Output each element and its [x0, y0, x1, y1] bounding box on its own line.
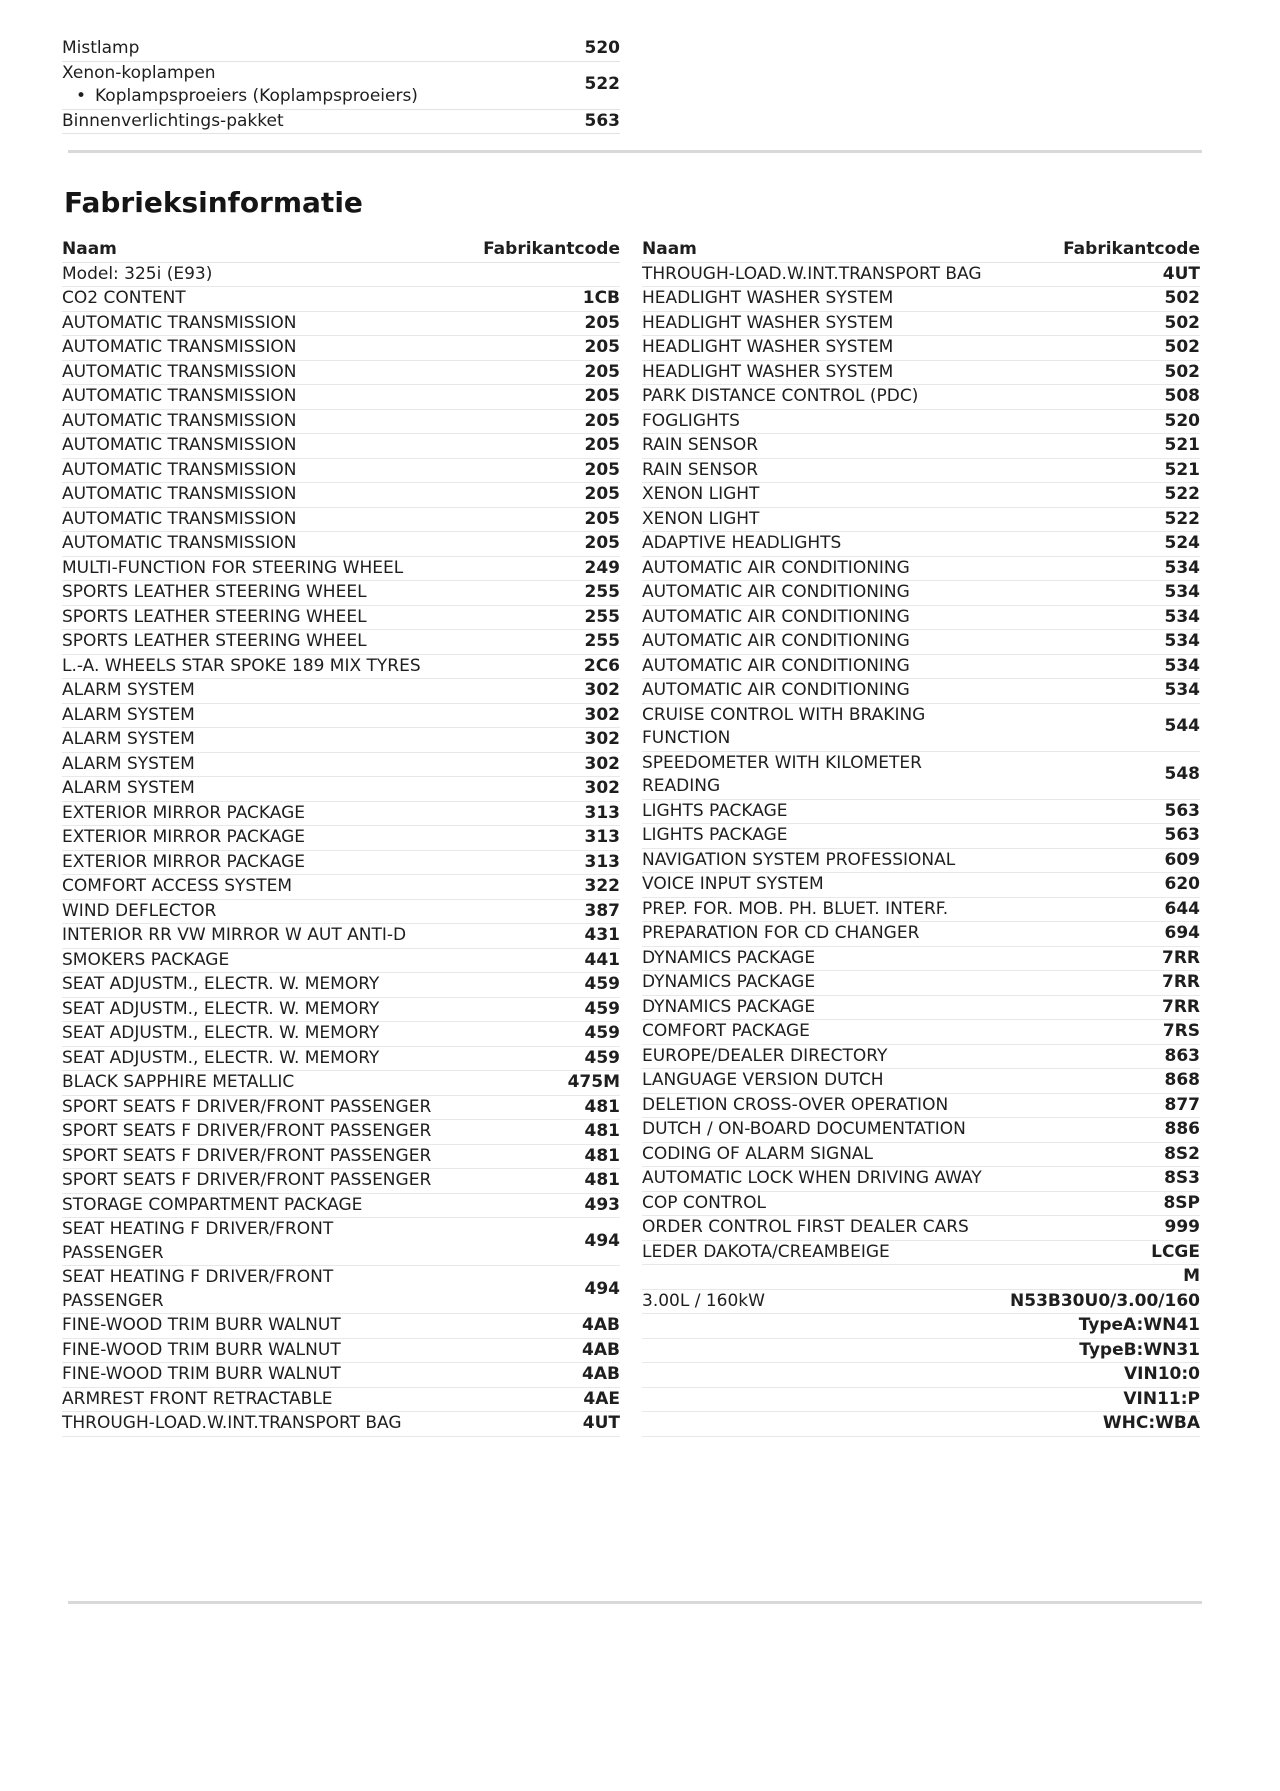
table-row — [62, 1363, 620, 1388]
option-row — [62, 37, 620, 62]
table-row — [642, 1118, 1200, 1143]
row-code: 563 — [1164, 825, 1200, 845]
row-code: M — [1183, 1266, 1200, 1286]
row-code: 520 — [1164, 410, 1200, 431]
row-name: SEAT HEATING F DRIVER/FRONT PASSENGER — [62, 1267, 334, 1311]
option-name: Mistlamp — [62, 38, 140, 58]
option-name: Xenon-koplampen — [62, 62, 216, 83]
table-row — [642, 704, 1200, 752]
row-code: 502 — [1164, 361, 1200, 382]
row-name: AUTOMATIC TRANSMISSION — [62, 435, 297, 455]
divider — [68, 1601, 1202, 1604]
table-row — [642, 312, 1200, 337]
row-code: LCGE — [1151, 1241, 1200, 1262]
row-code: 205 — [584, 312, 620, 333]
table-row — [62, 728, 620, 753]
row-name: CO2 CONTENT — [62, 288, 186, 308]
row-code: 4AB — [582, 1339, 620, 1360]
table-row — [642, 1241, 1200, 1266]
row-name: THROUGH-LOAD.W.INT.TRANSPORT BAG — [62, 1413, 402, 1433]
table-row — [642, 1412, 1200, 1437]
table-row — [62, 704, 620, 729]
row-name: AUTOMATIC TRANSMISSION — [62, 410, 297, 431]
row-code: 521 — [1164, 459, 1200, 480]
row-code: 502 — [1164, 312, 1200, 333]
factory-table-left — [62, 238, 620, 1437]
row-code: 205 — [584, 435, 620, 455]
row-name: SPORTS LEATHER STEERING WHEEL — [62, 631, 367, 651]
row-code: VIN10:0 — [1124, 1364, 1200, 1384]
row-name: EXTERIOR MIRROR PACKAGE — [62, 851, 305, 872]
table-row — [62, 1412, 620, 1437]
row-code: 475M — [567, 1072, 620, 1092]
table-row — [62, 410, 620, 435]
row-name: FOGLIGHTS — [642, 410, 740, 431]
row-name: L.-A. WHEELS STAR SPOKE 189 MIX TYRES — [62, 655, 421, 676]
row-code: 534 — [1164, 606, 1200, 627]
row-code: 544 — [1164, 716, 1200, 737]
table-row — [62, 973, 620, 998]
row-name: SPORT SEATS F DRIVER/FRONT PASSENGER — [62, 1096, 432, 1117]
row-name: STORAGE COMPARTMENT PACKAGE — [62, 1194, 363, 1215]
option-code: 563 — [584, 110, 620, 131]
header-code: Fabrikantcode — [483, 239, 620, 259]
row-name: FINE-WOOD TRIM BURR WALNUT — [62, 1339, 341, 1360]
header-name: Naam — [642, 239, 697, 259]
row-code: VIN11:P — [1123, 1388, 1200, 1409]
row-code: 8S2 — [1164, 1143, 1200, 1164]
row-name: SEAT ADJUSTM., ELECTR. W. MEMORY — [62, 998, 380, 1019]
table-row — [642, 483, 1200, 508]
row-code: 868 — [1164, 1070, 1200, 1090]
row-code: WHC:WBA — [1102, 1413, 1200, 1433]
row-code: 1CB — [582, 288, 620, 308]
table-row — [62, 1169, 620, 1194]
row-code: 877 — [1164, 1094, 1200, 1115]
row-name: ALARM SYSTEM — [62, 704, 195, 725]
table-row — [642, 947, 1200, 972]
row-name: SMOKERS PACKAGE — [62, 949, 230, 970]
row-name: AUTOMATIC TRANSMISSION — [62, 312, 297, 333]
row-name: COMFORT ACCESS SYSTEM — [62, 876, 292, 896]
row-code: 255 — [584, 606, 620, 627]
row-code: 534 — [1164, 680, 1200, 700]
row-name: AUTOMATIC LOCK WHEN DRIVING AWAY — [642, 1168, 982, 1188]
row-code: 302 — [584, 680, 620, 700]
table-row — [62, 1266, 620, 1314]
table-row — [62, 1314, 620, 1339]
row-name: EXTERIOR MIRROR PACKAGE — [62, 802, 305, 823]
row-code: 481 — [584, 1145, 620, 1166]
options-list — [62, 37, 620, 134]
row-name: AUTOMATIC TRANSMISSION — [62, 484, 297, 504]
table-row — [642, 898, 1200, 923]
row-name: AUTOMATIC AIR CONDITIONING — [642, 606, 910, 627]
table-row — [642, 287, 1200, 312]
row-code: 7RR — [1161, 972, 1200, 992]
table-row — [62, 1120, 620, 1145]
row-code: 4AB — [582, 1315, 620, 1335]
row-code: 481 — [584, 1121, 620, 1141]
table-row — [62, 630, 620, 655]
table-row — [642, 1167, 1200, 1192]
row-name: INTERIOR RR VW MIRROR W AUT ANTI-D — [62, 925, 407, 945]
row-code: 609 — [1164, 849, 1200, 870]
table-row — [62, 1388, 620, 1413]
table-row — [642, 459, 1200, 484]
table-row — [62, 606, 620, 631]
row-code: 205 — [584, 410, 620, 431]
table-row — [642, 996, 1200, 1021]
table-row — [62, 1047, 620, 1072]
table-row — [642, 336, 1200, 361]
row-name: HEADLIGHT WASHER SYSTEM — [642, 337, 894, 357]
table-row — [642, 532, 1200, 557]
header-code: Fabrikantcode — [1063, 239, 1200, 259]
row-name: AUTOMATIC TRANSMISSION — [62, 508, 297, 529]
row-name: DYNAMICS PACKAGE — [642, 972, 816, 992]
table-row — [62, 900, 620, 925]
row-name: CRUISE CONTROL WITH BRAKING FUNCTION — [642, 704, 926, 748]
row-code: TypeA:WN41 — [1078, 1315, 1200, 1335]
row-code: 205 — [584, 337, 620, 357]
table-row — [62, 1194, 620, 1219]
row-code: 205 — [584, 484, 620, 504]
row-name: COP CONTROL — [642, 1192, 766, 1213]
row-code: 644 — [1164, 898, 1200, 919]
row-name: PREP. FOR. MOB. PH. BLUET. INTERF. — [642, 898, 949, 919]
table-row — [642, 385, 1200, 410]
table-row — [62, 508, 620, 533]
option-code: 520 — [584, 38, 620, 58]
row-code: 481 — [584, 1170, 620, 1190]
table-row — [642, 581, 1200, 606]
row-name: ADAPTIVE HEADLIGHTS — [642, 533, 842, 553]
row-name: CODING OF ALARM SIGNAL — [642, 1143, 874, 1164]
table-body-left — [62, 263, 620, 1437]
row-code: 459 — [584, 1047, 620, 1068]
row-code: 521 — [1164, 435, 1200, 455]
row-code: 205 — [584, 508, 620, 529]
row-code: 7RR — [1161, 996, 1200, 1017]
table-row — [62, 581, 620, 606]
table-row — [642, 1020, 1200, 1045]
row-name: SPORTS LEATHER STEERING WHEEL — [62, 606, 367, 627]
row-code: 502 — [1164, 337, 1200, 357]
row-name: MULTI-FUNCTION FOR STEERING WHEEL — [62, 557, 404, 578]
table-row — [642, 1045, 1200, 1070]
row-code: 205 — [584, 533, 620, 553]
row-name: DYNAMICS PACKAGE — [642, 947, 816, 968]
section-title: Fabrieksinformatie — [64, 186, 363, 219]
row-name: SPORTS LEATHER STEERING WHEEL — [62, 582, 367, 602]
table-row — [62, 385, 620, 410]
table-row — [62, 532, 620, 557]
row-name: HEADLIGHT WASHER SYSTEM — [642, 288, 894, 308]
row-code: 508 — [1164, 386, 1200, 406]
row-name: AUTOMATIC TRANSMISSION — [62, 361, 297, 382]
row-code: 255 — [584, 631, 620, 651]
row-name: AUTOMATIC TRANSMISSION — [62, 337, 297, 357]
row-code: 302 — [584, 729, 620, 749]
row-name: AUTOMATIC AIR CONDITIONING — [642, 582, 910, 602]
row-code: 302 — [584, 704, 620, 725]
row-name: AUTOMATIC AIR CONDITIONING — [642, 631, 910, 651]
table-row — [62, 459, 620, 484]
row-name: ALARM SYSTEM — [62, 753, 195, 774]
row-name: SEAT ADJUSTM., ELECTR. W. MEMORY — [62, 1047, 380, 1068]
table-row — [62, 949, 620, 974]
row-code: 8S3 — [1164, 1168, 1200, 1188]
row-name: Model: 325i (E93) — [62, 263, 213, 284]
row-code: 313 — [584, 802, 620, 823]
row-name: ORDER CONTROL FIRST DEALER CARS — [642, 1217, 969, 1237]
row-name: FINE-WOOD TRIM BURR WALNUT — [62, 1364, 341, 1384]
header-name: Naam — [62, 239, 117, 259]
row-code: 534 — [1164, 557, 1200, 578]
table-row — [642, 1094, 1200, 1119]
row-name: THROUGH-LOAD.W.INT.TRANSPORT BAG — [642, 263, 982, 284]
row-code: 563 — [1164, 800, 1200, 821]
option-code: 522 — [584, 74, 620, 95]
table-row — [62, 1145, 620, 1170]
table-row — [62, 802, 620, 827]
row-name: SEAT ADJUSTM., ELECTR. W. MEMORY — [62, 1023, 380, 1043]
option-sub-name: Koplampsproeiers (Koplampsproeiers) — [95, 86, 418, 106]
row-name: FINE-WOOD TRIM BURR WALNUT — [62, 1315, 341, 1335]
row-name: DELETION CROSS-OVER OPERATION — [642, 1094, 949, 1115]
row-code: 8SP — [1163, 1192, 1200, 1213]
table-row — [642, 1192, 1200, 1217]
row-code: 387 — [584, 900, 620, 921]
row-code: 205 — [584, 459, 620, 480]
row-name: AUTOMATIC TRANSMISSION — [62, 459, 297, 480]
row-code: 205 — [584, 361, 620, 382]
factory-table-right — [642, 238, 1200, 1437]
table-row — [62, 875, 620, 900]
row-code: 502 — [1164, 288, 1200, 308]
table-row — [642, 800, 1200, 825]
row-code: 534 — [1164, 631, 1200, 651]
row-name: AUTOMATIC AIR CONDITIONING — [642, 557, 910, 578]
row-name: SPORT SEATS F DRIVER/FRONT PASSENGER — [62, 1121, 432, 1141]
row-code: 522 — [1164, 508, 1200, 529]
row-code: 322 — [584, 876, 620, 896]
row-name: SEAT HEATING F DRIVER/FRONT PASSENGER — [62, 1219, 334, 1263]
table-row — [62, 826, 620, 851]
row-code: 494 — [584, 1230, 620, 1251]
row-code: 431 — [584, 925, 620, 945]
table-row — [62, 1071, 620, 1096]
row-code: 459 — [584, 1023, 620, 1043]
row-code: 493 — [584, 1194, 620, 1215]
row-name: COMFORT PACKAGE — [642, 1021, 810, 1041]
table-row — [62, 1096, 620, 1121]
table-row — [62, 1339, 620, 1364]
row-code: 441 — [584, 949, 620, 970]
table-row — [62, 998, 620, 1023]
table-row — [62, 679, 620, 704]
table-row — [642, 1216, 1200, 1241]
table-row — [62, 434, 620, 459]
option-name-group — [62, 62, 585, 109]
table-row — [642, 1363, 1200, 1388]
table-row — [642, 922, 1200, 947]
row-name: AUTOMATIC AIR CONDITIONING — [642, 680, 910, 700]
table-row — [642, 1265, 1200, 1290]
row-code: 620 — [1164, 874, 1200, 894]
row-code: 548 — [1164, 764, 1200, 785]
table-row — [62, 483, 620, 508]
table-row — [642, 849, 1200, 874]
table-row — [62, 777, 620, 802]
row-code: 534 — [1164, 582, 1200, 602]
row-code: 494 — [584, 1278, 620, 1299]
row-name: SPORT SEATS F DRIVER/FRONT PASSENGER — [62, 1145, 432, 1166]
row-code: 863 — [1164, 1045, 1200, 1066]
table-row — [62, 924, 620, 949]
table-row — [642, 1290, 1200, 1315]
table-row — [62, 361, 620, 386]
row-name: RAIN SENSOR — [642, 435, 759, 455]
table-row — [62, 312, 620, 337]
row-code: 459 — [584, 974, 620, 994]
row-name: SPEEDOMETER WITH KILOMETER READING — [642, 752, 922, 796]
option-name: Binnenverlichtings-pakket — [62, 110, 284, 131]
row-name: DYNAMICS PACKAGE — [642, 996, 816, 1017]
table-row — [62, 1022, 620, 1047]
table-row — [642, 971, 1200, 996]
row-name: PARK DISTANCE CONTROL (PDC) — [642, 386, 919, 406]
row-code: 4AE — [583, 1388, 620, 1409]
table-row — [642, 1143, 1200, 1168]
table-row — [642, 410, 1200, 435]
table-row — [642, 1388, 1200, 1413]
option-sub-item — [62, 85, 585, 109]
row-name: AUTOMATIC AIR CONDITIONING — [642, 655, 910, 676]
row-code: 4UT — [582, 1413, 620, 1433]
row-name: DUTCH / ON-BOARD DOCUMENTATION — [642, 1119, 966, 1139]
row-name: ALARM SYSTEM — [62, 729, 195, 749]
row-name: AUTOMATIC TRANSMISSION — [62, 386, 297, 406]
row-name: HEADLIGHT WASHER SYSTEM — [642, 361, 894, 382]
row-code: 4UT — [1162, 263, 1200, 284]
row-code: 886 — [1164, 1119, 1200, 1139]
row-code: 205 — [584, 386, 620, 406]
row-name: XENON LIGHT — [642, 508, 760, 529]
row-code: 2C6 — [583, 655, 620, 676]
table-row — [62, 1218, 620, 1266]
row-code: 534 — [1164, 655, 1200, 676]
row-name: SEAT ADJUSTM., ELECTR. W. MEMORY — [62, 974, 380, 994]
table-row — [642, 873, 1200, 898]
row-name: BLACK SAPPHIRE METALLIC — [62, 1072, 295, 1092]
row-name: LIGHTS PACKAGE — [642, 825, 788, 845]
bullet-icon: • — [76, 86, 87, 106]
row-name: NAVIGATION SYSTEM PROFESSIONAL — [642, 849, 956, 870]
table-row — [642, 557, 1200, 582]
row-name: PREPARATION FOR CD CHANGER — [642, 923, 920, 943]
table-row — [62, 263, 620, 288]
table-row — [62, 287, 620, 312]
row-name: WIND DEFLECTOR — [62, 900, 217, 921]
table-row — [642, 434, 1200, 459]
row-code: 249 — [584, 557, 620, 578]
table-row — [642, 630, 1200, 655]
row-name: 3.00L / 160kW — [642, 1290, 765, 1311]
option-row — [62, 62, 620, 110]
table-row — [642, 752, 1200, 800]
row-code: 7RR — [1161, 947, 1200, 968]
divider — [68, 150, 1202, 153]
row-code: 4AB — [582, 1364, 620, 1384]
row-name: AUTOMATIC TRANSMISSION — [62, 533, 297, 553]
table-row — [62, 753, 620, 778]
row-code: 481 — [584, 1096, 620, 1117]
row-code: 522 — [1164, 484, 1200, 504]
table-row — [642, 606, 1200, 631]
table-row — [642, 361, 1200, 386]
row-name: VOICE INPUT SYSTEM — [642, 874, 824, 894]
row-code: 694 — [1164, 923, 1200, 943]
row-name: EXTERIOR MIRROR PACKAGE — [62, 827, 305, 847]
row-name: ALARM SYSTEM — [62, 778, 195, 798]
table-header — [62, 238, 620, 263]
row-code: 302 — [584, 778, 620, 798]
row-code: 302 — [584, 753, 620, 774]
row-code: 313 — [584, 827, 620, 847]
row-name: HEADLIGHT WASHER SYSTEM — [642, 312, 894, 333]
row-code: N53B30U0/3.00/160 — [1010, 1290, 1200, 1311]
row-name: LANGUAGE VERSION DUTCH — [642, 1070, 884, 1090]
table-row — [642, 1314, 1200, 1339]
row-code: 7RS — [1162, 1021, 1200, 1041]
table-row — [642, 1069, 1200, 1094]
option-row — [62, 110, 620, 135]
row-code: 255 — [584, 582, 620, 602]
table-row — [62, 851, 620, 876]
table-row — [642, 655, 1200, 680]
table-row — [642, 824, 1200, 849]
row-code: 524 — [1164, 533, 1200, 553]
table-row — [642, 679, 1200, 704]
row-name: SPORT SEATS F DRIVER/FRONT PASSENGER — [62, 1170, 432, 1190]
row-code: 313 — [584, 851, 620, 872]
table-row — [62, 655, 620, 680]
row-code: TypeB:WN31 — [1079, 1339, 1200, 1360]
row-name: LIGHTS PACKAGE — [642, 800, 788, 821]
table-row — [62, 557, 620, 582]
table-body-right — [642, 263, 1200, 1437]
table-row — [642, 263, 1200, 288]
table-row — [642, 1339, 1200, 1364]
row-name: ARMREST FRONT RETRACTABLE — [62, 1388, 333, 1409]
table-header — [642, 238, 1200, 263]
row-code: 999 — [1164, 1217, 1200, 1237]
row-name: RAIN SENSOR — [642, 459, 759, 480]
row-name: ALARM SYSTEM — [62, 680, 195, 700]
row-name: EUROPE/DEALER DIRECTORY — [642, 1045, 888, 1066]
row-name: LEDER DAKOTA/CREAMBEIGE — [642, 1241, 890, 1262]
row-name: XENON LIGHT — [642, 484, 760, 504]
row-code: 459 — [584, 998, 620, 1019]
table-row — [62, 336, 620, 361]
table-row — [642, 508, 1200, 533]
